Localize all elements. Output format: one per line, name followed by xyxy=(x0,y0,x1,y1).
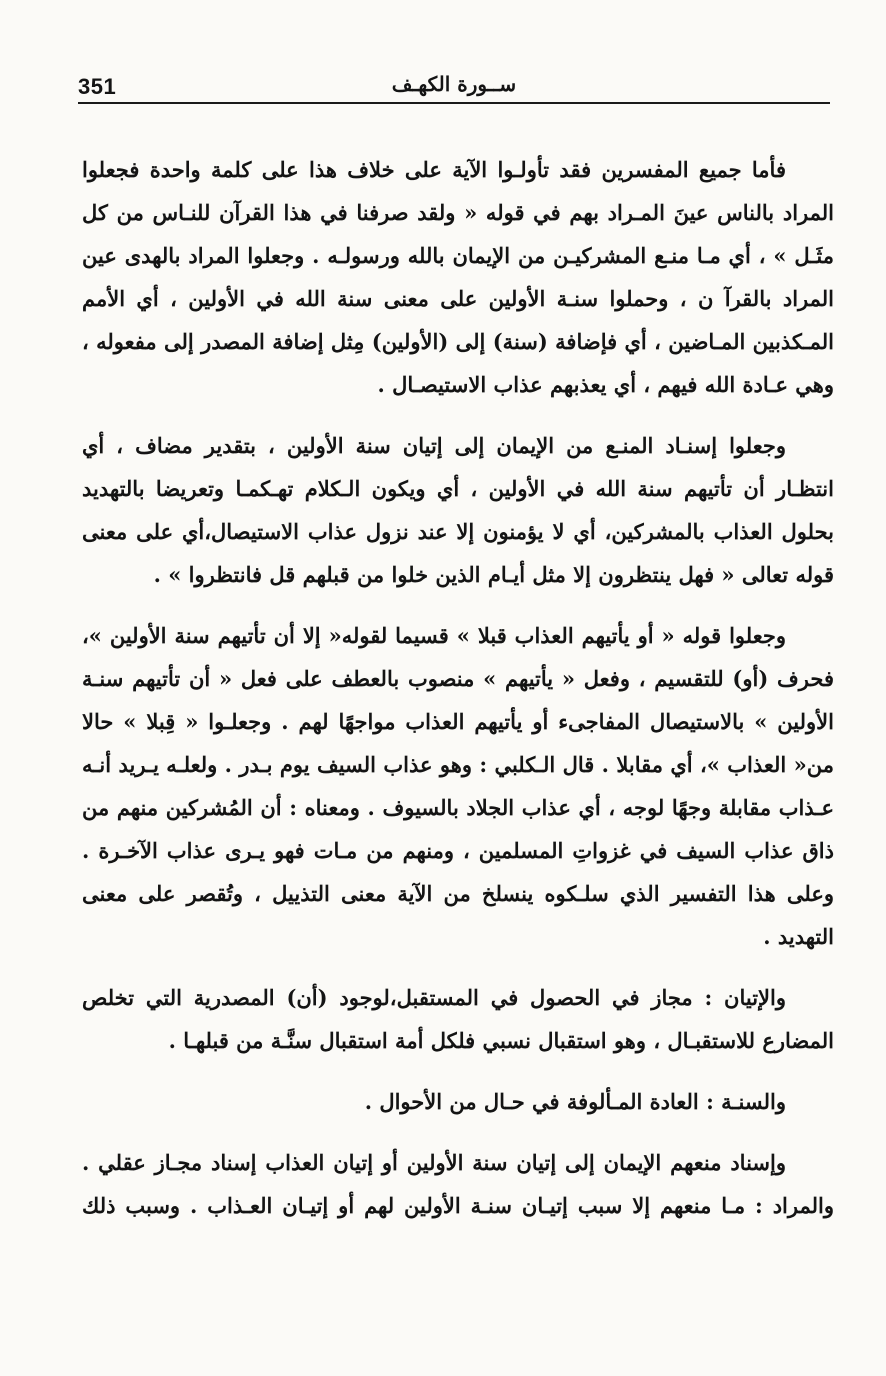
page-body xyxy=(82,148,834,1227)
paragraph: وجعلوا قوله « أو يأتيهم العذاب قبلا » قسيما لقوله« إلا أن تأتيهم سنة الأولين »، فحرف (أو) للتقسيم ، وفعل « يأتيهم » منصوب بالعطف على فعل « أن تأتيهم سنـة الأولين » بالاستيصال المفاجىء أو يأتيهم العذاب مواجهًا لهم . وجعلـوا « قِبلا » حالا من« العذاب »، أي مقابلا . قال الـكلبي : وهو عذاب السيف يوم بـدر . ولعلـه يـريد أنـه عـذاب مقابلة وجهًا لوجه ، أي عذاب الجلاد بالسيوف . ومعناه : أن المُشركين منهم من ذاق عذاب السيف في غزواتِ المسلمين ، ومنهم من مـات فهو يـرى عذاب الآخـرة . وعلى هذا التفسير الذي سلـكوه ينسلخ من الآية معنى التذييل ، وتُقصر على معنى التهديد . xyxy=(82,623,834,949)
paragraph: وإسناد منعهم الإيمان إلى إتيان سنة الأولين أو إتيان العذاب إسناد مجـاز عقلي . والمراد : مـا منعهم إلا سبب إتيـان سنـة الأولين لهم أو إتيـان العـذاب . وسبب ذلك xyxy=(82,1150,834,1218)
paragraph: والإتيان : مجاز في الحصول في المستقبل،لوجود (أن) المصدرية التي تخلص المضارع للاستقبـال ، وهو استقبال نسبي فلكل أمة استقبال سنَّـة من قبلهـا . xyxy=(82,985,834,1053)
paragraph: فأما جميع المفسرين فقد تأولـوا الآية على خلاف هذا على كلمة واحدة فجعلوا المراد بالناس عينَ المـراد بهم في قوله « ولقد صرفنا في هذا القرآن للنـاس من كل مثَـل » ، أي مـا منـع المشركيـن من الإيمان بالله ورسولـه . وجعلوا المراد بالهدى عين المراد بالقرآ ن ، وحملوا سنـة الأولين على معنى سنة الله في الأولين ، أي الأمم المـكذبين المـاضين ، أي فإضافة (سنة) إلى (الأولين) مِثل إضافة المصدر إلى مفعوله ، وهي عـادة الله فيهم ، أي يعذبهم عذاب الاستيصـال . xyxy=(82,157,834,397)
page-header xyxy=(78,72,830,102)
paragraph: والسنـة : العادة المـألوفة في حـال من الأحوال . xyxy=(364,1089,786,1114)
paragraph: وجعلوا إسنـاد المنـع من الإيمان إلى إتيان سنة الأولين ، بتقدير مضاف ، أي انتظـار أن تأتيهم سنة الله في الأولين ، أي ويكون الـكلام تهـكمـا وتعريضا بالتهديد بحلول العذاب بالمشركين، أي لا يؤمنون إلا عند نزول عذاب الاستيصال،أي على معنى قوله تعالى « فهل ينتظرون إلا مثل أيـام الذين خلوا من قبلهم قل فانتظروا » . xyxy=(82,433,834,587)
header-rule xyxy=(78,102,830,104)
page-number: 351 xyxy=(78,74,117,99)
surah-title: ســورة الكهـف xyxy=(391,72,517,96)
